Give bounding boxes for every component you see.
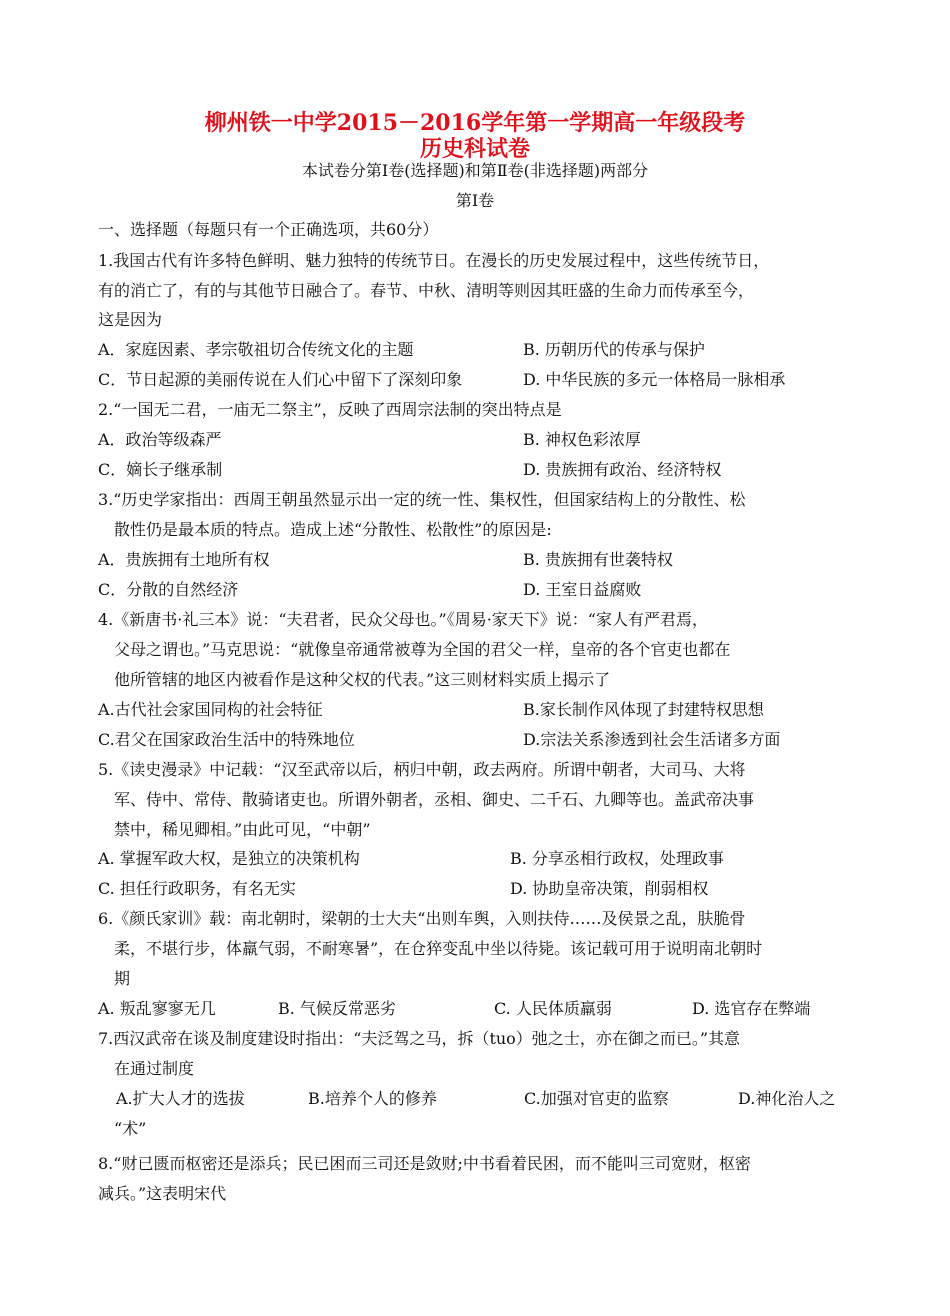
option-b: B.培养个人的修养 — [308, 1089, 437, 1108]
option-d: D. 贵族拥有政治、经济特权 — [523, 460, 722, 479]
question-text: 在通过制度 — [114, 1059, 195, 1078]
question-text: 2.“一国无二君，一庙无二祭主”，反映了西周宗法制的突出特点是 — [98, 400, 562, 419]
part-heading: 第Ⅰ卷 — [455, 191, 495, 210]
option-a: A. 掌握军政大权，是独立的决策机构 — [98, 849, 360, 868]
option-b: B. 贵族拥有世袭特权 — [523, 550, 673, 569]
option-a: A．政治等级森严 — [98, 430, 222, 449]
option-b: B.家长制作风体现了封建特权思想 — [523, 700, 764, 719]
option-c: C. 担任行政职务，有名无实 — [98, 879, 296, 898]
option-c: C.加强对官吏的监察 — [524, 1089, 669, 1108]
option-b: B. 神权色彩浓厚 — [523, 430, 641, 449]
exam-instructions: 本试卷分第Ⅰ卷(选择题)和第Ⅱ卷(非选择题)两部分 — [301, 161, 649, 180]
option-d: D.神化治人之 — [738, 1089, 836, 1108]
exam-title: 柳州铁一中学2015－2016学年第一学期高一年级段考 — [204, 110, 746, 136]
question-text: 减兵。”这表明宋代 — [98, 1184, 227, 1203]
option-d: D. 中华民族的多元一体格局一脉相承 — [523, 370, 786, 389]
option-a: A.古代社会家国同构的社会特征 — [98, 700, 323, 719]
question-text: 这是因为 — [98, 310, 163, 329]
question-text: 7.西汉武帝在谈及制度建设时指出：“夫泛驾之马，拆（tuo）弛之士，亦在御之而已。”其意 — [98, 1029, 740, 1048]
option-b: B. 历朝历代的传承与保护 — [523, 340, 705, 359]
section-heading: 一、选择题（每题只有一个正确选项，共60分） — [98, 220, 439, 239]
option-d: D.宗法关系渗透到社会生活诸多方面 — [523, 730, 781, 749]
question-text: 4.《新唐书·礼三本》说：“夫君者，民众父母也。”《周易·家天下》说：“家人有严君焉， — [98, 610, 708, 629]
option-a: A．家庭因素、孝宗敬祖切合传统文化的主题 — [98, 340, 414, 359]
option-a: A.扩大人才的选拔 — [116, 1089, 245, 1108]
option-b: B. 气候反常恶劣 — [278, 999, 396, 1018]
question-text: 军、侍中、常侍、散骑诸吏也。所谓外朝者，丞相、御史、二千石、九卿等也。盖武帝决事 — [114, 790, 755, 809]
question-text: 6.《颜氏家训》载：南北朝时，梁朝的士大夫“出则车舆，入则扶侍……及侯景之乱，肤脆骨 — [98, 909, 746, 928]
option-d-continuation: “术” — [114, 1119, 147, 1138]
question-text: 有的消亡了，有的与其他节日融合了。春节、中秋、清明等则因其旺盛的生命力而传承至今， — [98, 281, 755, 300]
option-c: C.君父在国家政治生活中的特殊地位 — [98, 730, 355, 749]
option-d: D. 选官存在弊端 — [692, 999, 811, 1018]
question-text: 3.“历史学家指出：西周王朝虽然显示出一定的统一性、集权性，但国家结构上的分散性、松 — [98, 490, 746, 509]
option-b: B. 分享丞相行政权，处理政事 — [510, 849, 724, 868]
question-text: 他所管辖的地区内被看作是这种父权的代表。”这三则材料实质上揭示了 — [114, 670, 611, 689]
option-c: C．分散的自然经济 — [98, 580, 239, 599]
question-text: 期 — [114, 969, 131, 988]
option-a: A．贵族拥有土地所有权 — [98, 550, 270, 569]
option-c: C．嫡长子继承制 — [98, 460, 223, 479]
question-text: 5.《读史漫录》中记载：“汉至武帝以后，柄归中朝，政去两府。所谓中朝者，大司马、大将 — [98, 760, 746, 779]
question-text: 禁中，稀见卿相。”由此可见，“中朝” — [114, 820, 371, 839]
question-text: 父母之谓也。”马克思说：“就像皇帝通常被尊为全国的君父一样，皇帝的各个官吏也都在 — [114, 640, 731, 659]
option-d: D. 协助皇帝决策，削弱相权 — [510, 879, 709, 898]
exam-subject: 历史科试卷 — [419, 136, 530, 162]
option-d: D. 王室日益腐败 — [523, 580, 642, 599]
question-text: 散性仍是最本质的特点。造成上述“分散性、松散性”的原因是: — [114, 520, 552, 539]
option-a: A. 叛乱寥寥无几 — [98, 999, 216, 1018]
option-c: C. 人民体质羸弱 — [494, 999, 612, 1018]
question-text: 柔，不堪行步，体羸气弱，不耐寒暑”，在仓猝变乱中坐以待毙。该记载可用于说明南北朝时 — [114, 939, 763, 958]
option-c: C．节日起源的美丽传说在人们心中留下了深刻印象 — [98, 370, 463, 389]
question-text: 8.“财已匮而枢密还是添兵；民已困而三司还是敛财;中书看着民困，而不能叫三司宽财，枢密 — [98, 1154, 751, 1173]
question-text: 1.我国古代有许多特色鲜明、魅力独特的传统节日。在漫长的历史发展过程中，这些传统节日， — [98, 251, 770, 270]
